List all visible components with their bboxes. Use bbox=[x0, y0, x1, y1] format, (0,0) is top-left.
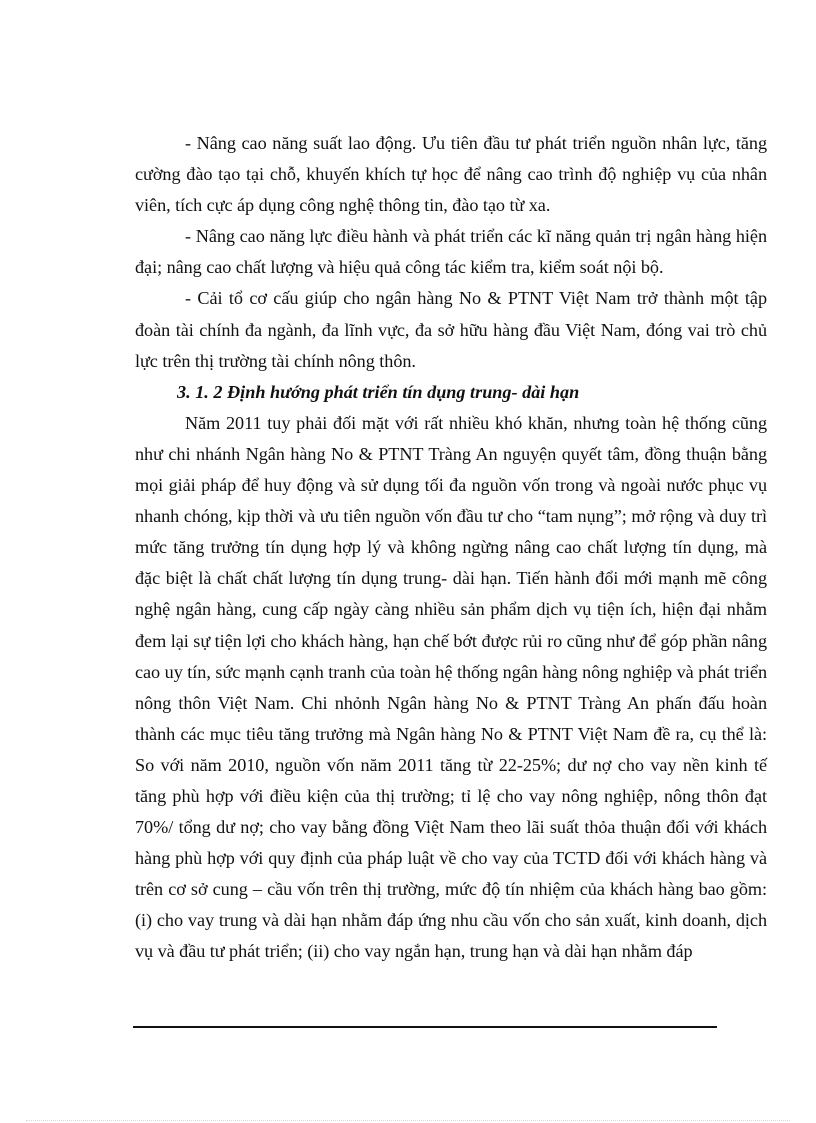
bullet-paragraph-restructuring: - Cải tổ cơ cấu giúp cho ngân hàng No & PTNT Việt Nam trở thành một tập đoàn tài chính đa ngành, đa lĩnh vực, đa sở hữu hàng đầu Việt Nam, đóng vai trò chủ lực trên thị trường tài chính nông thôn. bbox=[135, 288, 767, 371]
bullet-paragraph-management-capacity: - Nâng cao năng lực điều hành và phát triển các kĩ năng quản trị ngân hàng hiện đại; nâng cao chất lượng và hiệu quả công tác kiểm tra, kiểm soát nội bộ. bbox=[135, 226, 767, 278]
bullet-paragraph-labor-productivity: - Nâng cao năng suất lao động. Ưu tiên đầu tư phát triển nguồn nhân lực, tăng cường đào tạo tại chỗ, khuyến khích tự học để nâng cao trình độ nghiệp vụ của nhân viên, tích cực áp dụng công nghệ thông tin, đào tạo từ xa. bbox=[135, 133, 767, 216]
section-heading: 3. 1. 2 Định hướng phát triển tín dụng trung- dài hạn bbox=[177, 381, 580, 402]
text-block bbox=[135, 128, 767, 968]
footer-rule bbox=[133, 1026, 717, 1028]
body-paragraph-credit-orientation: Năm 2011 tuy phải đối mặt với rất nhiều khó khăn, nhưng toàn hệ thống cũng như chi nhánh Ngân hàng No & PTNT Tràng An nguyện quyết tâm, đồng thuận bằng mọi giải pháp để huy động và sử dụng tối đa nguồn vốn trong và ngoài nước phục vụ nhanh chóng, kịp thời và ưu tiên nguồn vốn đầu tư cho “tam nụng”; mở rộng và duy trì mức tăng trưởng tín dụng hợp lý và không ngừng nâng cao chất lượng tín dụng, mà đặc biệt là chất chất lượng tín dụng trung- dài hạn. Tiến hành đổi mới mạnh mẽ công nghệ ngân hàng, cung cấp ngày càng nhiều sản phẩm dịch vụ tiện ích, hiện đại nhằm đem lại sự tiện lợi cho khách hàng, hạn chế bớt được rủi ro cũng như để góp phần nâng cao uy tín, sức mạnh cạnh tranh của toàn hệ thống ngân hàng nông nghiệp và phát triển nông thôn Việt Nam. Chi nhỏnh Ngân hàng No & PTNT Tràng An phấn đấu hoàn thành các mục tiêu tăng trưởng mà Ngân hàng No & PTNT Việt Nam đề ra, cụ thể là: So với năm 2010, nguồn vốn năm 2011 tăng từ 22-25%; dư nợ cho vay nền kinh tế tăng phù hợp với điều kiện của thị trường; tỉ lệ cho vay nông nghiệp, nông thôn đạt 70%/ tổng dư nợ; cho vay bằng đồng Việt Nam theo lãi suất thỏa thuận đối với khách hàng phù hợp với quy định của pháp luật về cho vay của TCTD đối với khách hàng và trên cơ sở cung – cầu vốn trên thị trường, mức độ tín nhiệm của khách hàng bao gồm: (i) cho vay trung và dài hạn nhằm đáp ứng nhu cầu vốn cho sản xuất, kinh doanh, dịch vụ và đầu tư phát triển; (ii) cho vay ngắn hạn, trung hạn và dài hạn nhằm đáp bbox=[135, 412, 767, 962]
page-bottom-edge bbox=[26, 1120, 790, 1121]
